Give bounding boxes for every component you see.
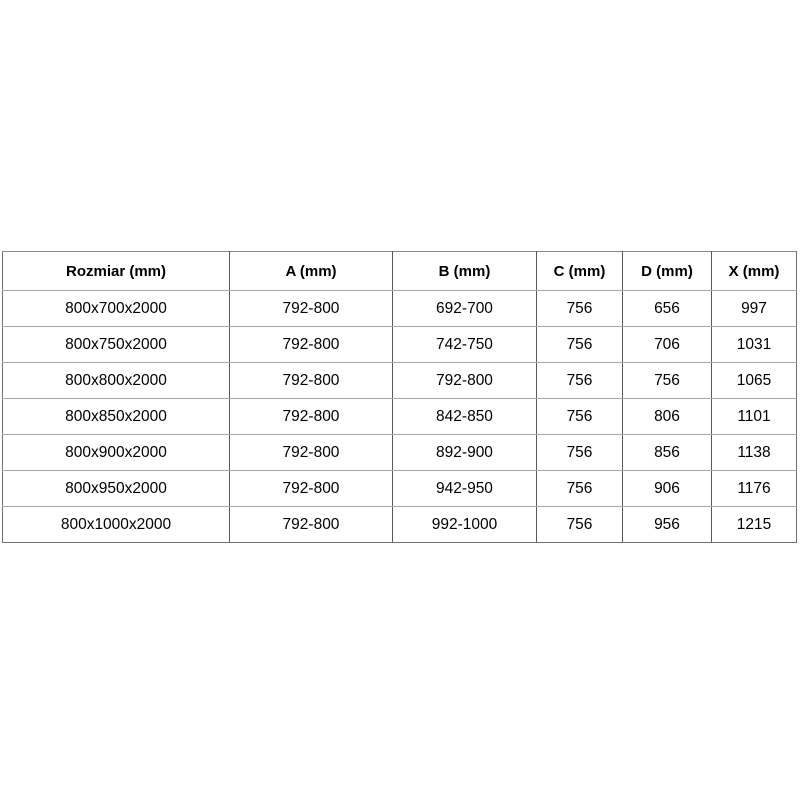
cell-d: 806: [623, 399, 712, 435]
cell-b: 692-700: [393, 291, 537, 327]
table-row: [3, 399, 797, 435]
cell-c: 756: [537, 291, 623, 327]
cell-x: 1031: [712, 327, 797, 363]
header-cell-d: D (mm): [623, 252, 712, 291]
cell-b: 742-750: [393, 327, 537, 363]
table-row: [3, 471, 797, 507]
cell-b: 842-850: [393, 399, 537, 435]
header-cell-a: A (mm): [230, 252, 393, 291]
cell-c: 756: [537, 327, 623, 363]
cell-c: 756: [537, 363, 623, 399]
cell-x: 1138: [712, 435, 797, 471]
cell-b: 892-900: [393, 435, 537, 471]
cell-b: 992-1000: [393, 507, 537, 543]
cell-rozmiar: 800x700x2000: [3, 291, 230, 327]
cell-c: 756: [537, 507, 623, 543]
cell-a: 792-800: [230, 327, 393, 363]
cell-x: 1215: [712, 507, 797, 543]
cell-rozmiar: 800x1000x2000: [3, 507, 230, 543]
cell-rozmiar: 800x850x2000: [3, 399, 230, 435]
table-row: [3, 327, 797, 363]
cell-d: 906: [623, 471, 712, 507]
cell-d: 706: [623, 327, 712, 363]
cell-a: 792-800: [230, 399, 393, 435]
table-header-row: [3, 252, 797, 291]
table-row: [3, 363, 797, 399]
header-cell-x: X (mm): [712, 252, 797, 291]
cell-d: 856: [623, 435, 712, 471]
cell-a: 792-800: [230, 471, 393, 507]
table-row: [3, 435, 797, 471]
cell-b: 942-950: [393, 471, 537, 507]
cell-rozmiar: 800x800x2000: [3, 363, 230, 399]
header-cell-c: C (mm): [537, 252, 623, 291]
cell-d: 956: [623, 507, 712, 543]
cell-d: 756: [623, 363, 712, 399]
cell-x: 997: [712, 291, 797, 327]
cell-rozmiar: 800x750x2000: [3, 327, 230, 363]
cell-a: 792-800: [230, 363, 393, 399]
cell-c: 756: [537, 399, 623, 435]
cell-x: 1101: [712, 399, 797, 435]
cell-a: 792-800: [230, 291, 393, 327]
dimension-spec-table: [2, 251, 797, 543]
cell-d: 656: [623, 291, 712, 327]
cell-x: 1065: [712, 363, 797, 399]
cell-a: 792-800: [230, 435, 393, 471]
table-row: [3, 507, 797, 543]
header-cell-rozmiar: Rozmiar (mm): [3, 252, 230, 291]
cell-rozmiar: 800x950x2000: [3, 471, 230, 507]
cell-c: 756: [537, 471, 623, 507]
cell-c: 756: [537, 435, 623, 471]
cell-rozmiar: 800x900x2000: [3, 435, 230, 471]
cell-x: 1176: [712, 471, 797, 507]
cell-b: 792-800: [393, 363, 537, 399]
table-row: [3, 291, 797, 327]
cell-a: 792-800: [230, 507, 393, 543]
header-cell-b: B (mm): [393, 252, 537, 291]
